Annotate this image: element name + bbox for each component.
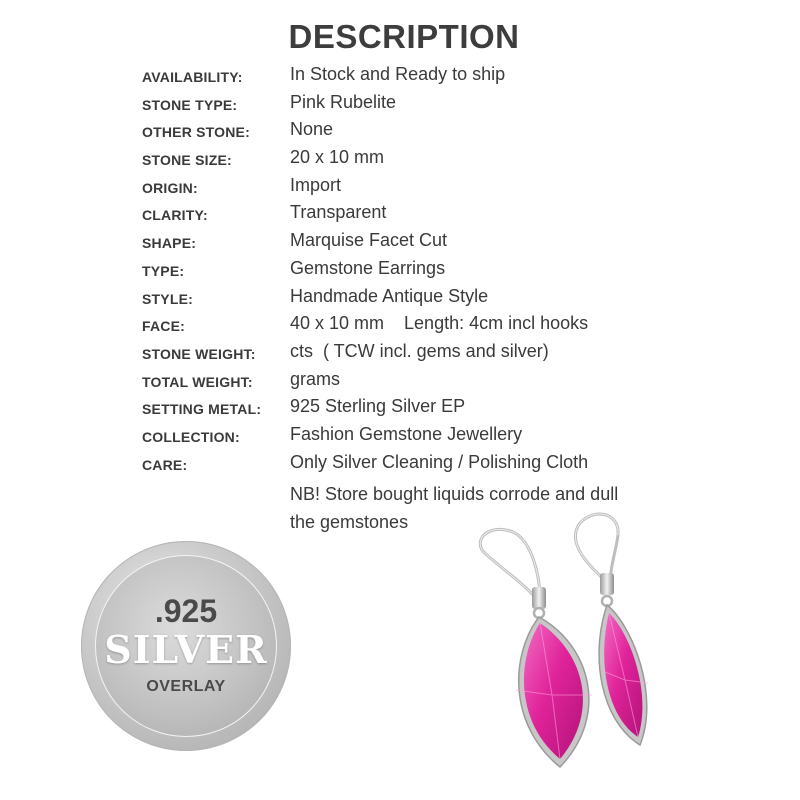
spec-list bbox=[142, 62, 782, 477]
spec-value: 40 x 10 mm Length: 4cm incl hooks bbox=[290, 313, 589, 334]
earrings-photo bbox=[460, 505, 800, 800]
spec-row-stone-weight bbox=[142, 339, 782, 367]
spec-row-stone-size bbox=[142, 145, 782, 173]
care-note-line: the gemstones bbox=[290, 512, 409, 532]
spec-label: SETTING METAL: bbox=[142, 401, 262, 418]
spec-value: Transparent bbox=[290, 202, 387, 223]
spec-value: grams bbox=[290, 368, 341, 389]
spec-value: 925 Sterling Silver EP bbox=[290, 396, 466, 417]
spec-value: cts ( TCW incl. gems and silver) bbox=[290, 340, 549, 361]
spec-value: Handmade Antique Style bbox=[290, 285, 489, 306]
spec-row-origin bbox=[142, 173, 782, 201]
spec-value: Import bbox=[290, 174, 342, 195]
care-note-line: NB! Store bought liquids corrode and dull bbox=[290, 484, 619, 504]
spec-label: STONE WEIGHT: bbox=[142, 345, 256, 362]
spec-row-total-weight bbox=[142, 367, 782, 395]
spec-value: Only Silver Cleaning / Polishing Cloth bbox=[290, 451, 589, 472]
badge-number: .925 bbox=[154, 593, 218, 629]
spec-label: STYLE: bbox=[142, 290, 193, 307]
spec-value: Pink Rubelite bbox=[290, 91, 397, 112]
spec-row-clarity bbox=[142, 200, 782, 228]
spec-row-style bbox=[142, 284, 782, 312]
spec-row-face bbox=[142, 311, 782, 339]
spec-value: Marquise Facet Cut bbox=[290, 230, 448, 251]
spec-label: STONE SIZE: bbox=[142, 152, 232, 169]
spec-value: 20 x 10 mm bbox=[290, 147, 385, 168]
spec-label: FACE: bbox=[142, 318, 185, 335]
left-earring bbox=[480, 529, 592, 767]
spec-label: CARE: bbox=[142, 456, 188, 473]
spec-label: CLARITY: bbox=[142, 207, 208, 224]
page-title: DESCRIPTION bbox=[288, 18, 520, 55]
spec-row-type bbox=[142, 256, 782, 284]
spec-row-shape bbox=[142, 228, 782, 256]
silver-overlay-badge bbox=[81, 541, 291, 751]
spec-row-availability bbox=[142, 62, 782, 90]
spec-label: SHAPE: bbox=[142, 235, 197, 252]
spec-label: STONE TYPE: bbox=[142, 96, 238, 113]
spec-value: None bbox=[290, 119, 334, 140]
spec-row-other-stone bbox=[142, 117, 782, 145]
spec-value: Gemstone Earrings bbox=[290, 257, 446, 278]
spec-label: OTHER STONE: bbox=[142, 124, 250, 141]
spec-row-setting-metal bbox=[142, 394, 782, 422]
spec-value: In Stock and Ready to ship bbox=[290, 64, 506, 84]
spec-label: COLLECTION: bbox=[142, 428, 240, 445]
spec-row-stone-type bbox=[142, 90, 782, 118]
badge-metal: SILVER bbox=[104, 627, 268, 672]
spec-row-collection bbox=[142, 422, 782, 450]
badge-type: OVERLAY bbox=[146, 678, 226, 695]
spec-label: TOTAL WEIGHT: bbox=[142, 373, 253, 390]
spec-label: AVAILABILITY: bbox=[142, 69, 243, 85]
spec-value: Fashion Gemstone Jewellery bbox=[290, 423, 523, 444]
spec-label: ORIGIN: bbox=[142, 179, 198, 196]
spec-label: TYPE: bbox=[142, 262, 185, 279]
spec-row-care bbox=[142, 450, 782, 478]
